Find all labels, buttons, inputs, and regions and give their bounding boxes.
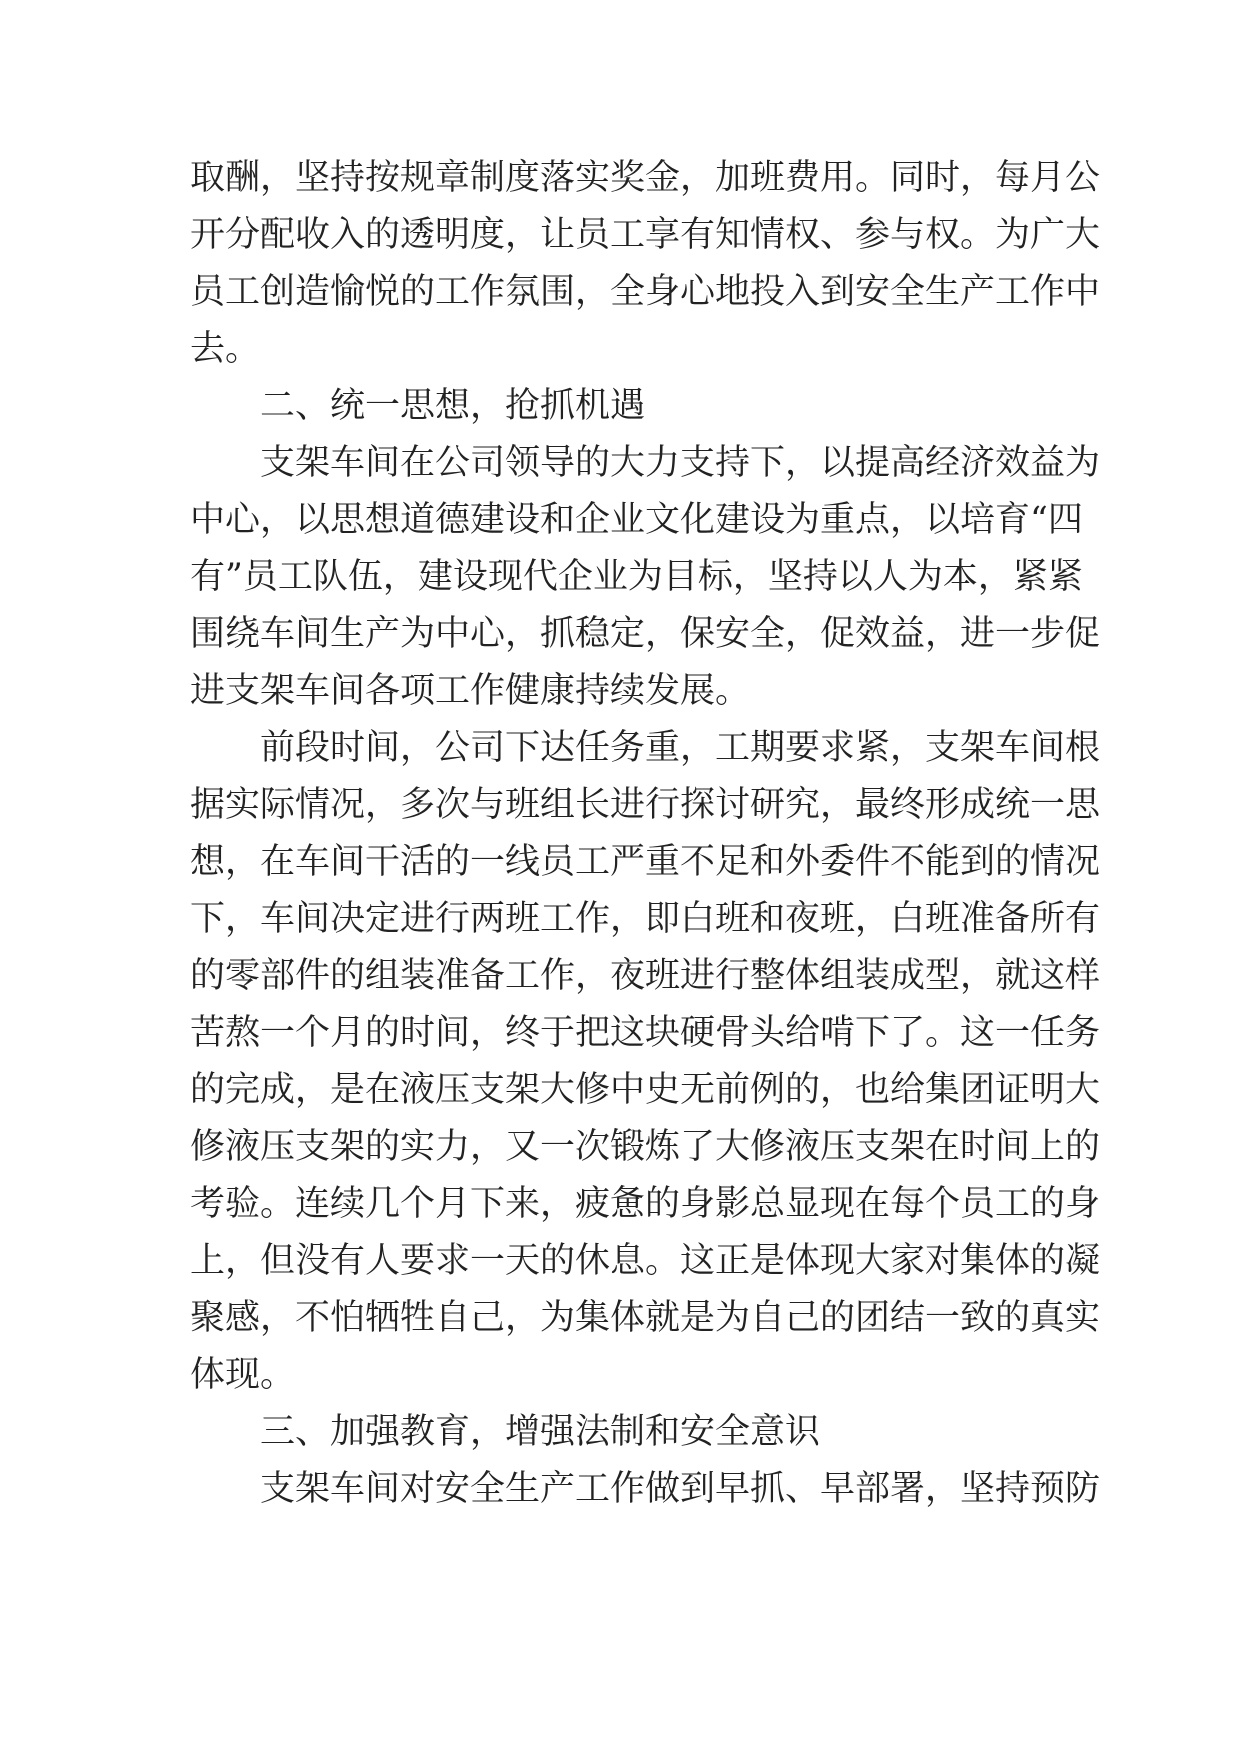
section-heading-3: 三、加强教育，增强法制和安全意识 [260, 1412, 821, 1452]
text-line: 修液压支架的实力，又一次锻炼了大修液压支架在时间上的 [190, 1127, 1101, 1167]
text-line: 有”员工队伍，建设现代企业为目标，坚持以人为本，紧紧 [190, 557, 1083, 597]
text-line: 想，在车间干活的一线员工严重不足和外委件不能到的情况 [190, 842, 1101, 882]
text-line: 考验。连续几个月下来，疲惫的身影总显现在每个员工的身 [190, 1184, 1101, 1224]
text-line: 中心，以思想道德建设和企业文化建设为重点，以培育“四 [190, 500, 1083, 540]
text-line: 进支架车间各项工作健康持续发展。 [190, 671, 751, 711]
paragraph-3 [190, 720, 1101, 1404]
paragraph-4 [190, 1461, 1101, 1518]
text-line: 支架车间对安全生产工作做到早抓、早部署，坚持预防 [260, 1469, 1101, 1509]
text-line: 的零部件的组装准备工作，夜班进行整体组装成型，就这样 [190, 956, 1101, 996]
text-line: 上，但没有人要求一天的休息。这正是体现大家对集体的凝 [190, 1241, 1101, 1281]
text-line: 去。 [190, 329, 261, 369]
paragraph-1 [190, 150, 1101, 378]
text-line: 围绕车间生产为中心，抓稳定，保安全，促效益，进一步促 [190, 614, 1101, 654]
text-line: 员工创造愉悦的工作氛围，全身心地投入到安全生产工作中 [190, 272, 1101, 312]
text-line: 聚感，不怕牺牲自己，为集体就是为自己的团结一致的真实 [190, 1298, 1101, 1338]
text-line: 开分配收入的透明度，让员工享有知情权、参与权。为广大 [190, 215, 1101, 255]
text-line: 前段时间，公司下达任务重，工期要求紧，支架车间根 [260, 728, 1101, 768]
text-line: 支架车间在公司领导的大力支持下，以提高经济效益为 [260, 443, 1101, 483]
document-body [190, 150, 1101, 1518]
text-line: 取酬，坚持按规章制度落实奖金，加班费用。同时，每月公 [190, 158, 1101, 198]
text-line: 苦熬一个月的时间，终于把这块硬骨头给啃下了。这一任务 [190, 1013, 1101, 1053]
text-line: 下，车间决定进行两班工作，即白班和夜班，白班准备所有 [190, 899, 1101, 939]
text-line: 的完成，是在液压支架大修中史无前例的，也给集团证明大 [190, 1070, 1101, 1110]
section-heading-2: 二、统一思想，抢抓机遇 [260, 386, 646, 426]
paragraph-2 [190, 435, 1101, 720]
text-line: 据实际情况，多次与班组长进行探讨研究，最终形成统一思 [190, 785, 1101, 825]
text-line: 体现。 [190, 1355, 296, 1395]
